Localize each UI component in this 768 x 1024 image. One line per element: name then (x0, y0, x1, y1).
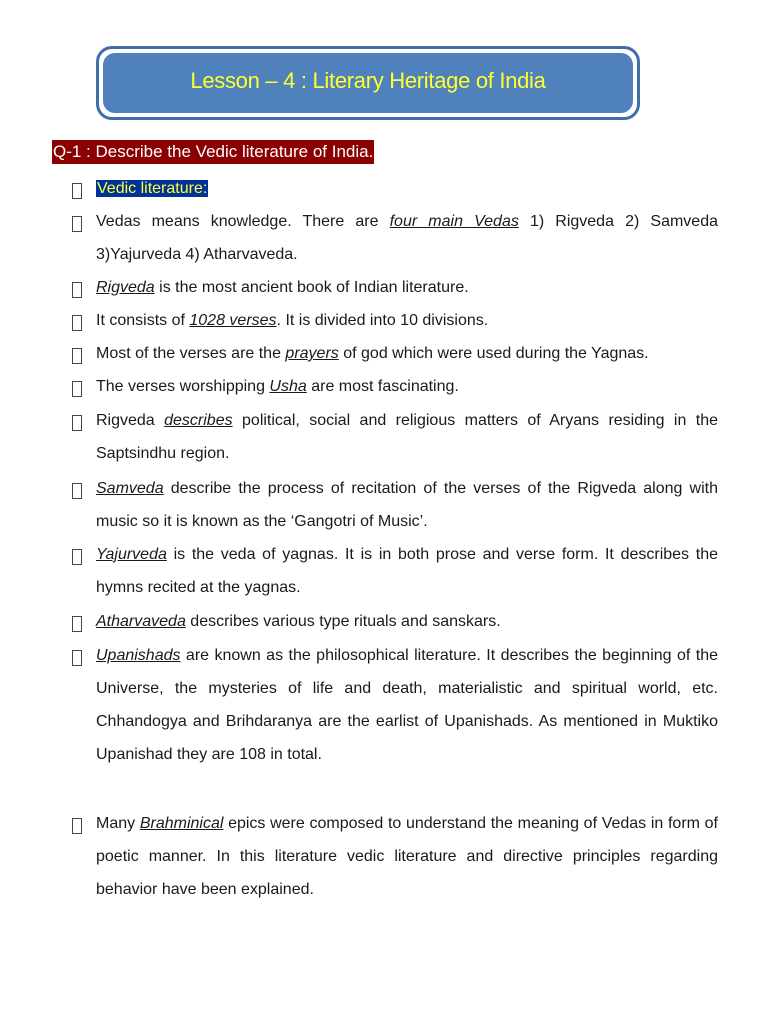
emphasis-text: Yajurveda (96, 546, 167, 563)
lesson-title-banner (103, 53, 633, 113)
bullet-marker-icon (72, 483, 82, 499)
emphasis-text: four main Vedas (389, 213, 519, 230)
list-item-text (96, 807, 718, 906)
list-item-text (96, 639, 718, 771)
body-text: 1) Rigveda 2) Samveda 3)Yajurveda 4) Atharvaveda. (96, 213, 719, 263)
emphasis-text: describes (164, 412, 233, 429)
bullet-marker-icon (72, 348, 82, 364)
emphasis-text: Rigveda (96, 279, 155, 296)
bullet-marker-icon (72, 818, 82, 834)
question-heading: Q-1 : Describe the Vedic literature of India. (52, 140, 374, 164)
list-item-text (96, 205, 718, 271)
body-text: Most of the verses are the (96, 345, 286, 362)
emphasis-text: Samveda (96, 480, 164, 497)
list-item-text (96, 370, 718, 403)
emphasis-text: 1028 verses (189, 312, 277, 329)
list-item-text (96, 538, 718, 604)
emphasis-text: Usha (269, 378, 307, 395)
body-text: epics were composed to understand the meaning of Vedas in form of poetic manner. In this literature vedic literature and directive principles regarding behavior have been explained. (96, 815, 719, 898)
section-heading: Vedic literature: (97, 180, 208, 197)
body-text: It consists of (96, 312, 190, 329)
list-item-text (96, 271, 718, 304)
emphasis-text: Brahminical (139, 815, 224, 832)
body-text: is the most ancient book of Indian literature. (154, 279, 469, 296)
bullet-marker-icon (72, 315, 82, 331)
bullet-marker-icon (72, 381, 82, 397)
list-item-text (96, 605, 718, 638)
body-text: Rigveda (96, 412, 165, 429)
body-text: are most fascinating. (306, 378, 459, 395)
body-text: are known as the philosophical literature. It describes the beginning of the Universe, the mysteries of life and death, materialistic and spiritual world, etc. Chhandogya and Brihdaranya are the earlist of Upanishads. As mentioned in Muktiko Upanishad they are 108 in total. (96, 647, 718, 763)
lesson-title: Lesson – 4 : Literary Heritage of India (190, 68, 546, 93)
body-text: The verses worshipping (96, 378, 270, 395)
emphasis-text: prayers (285, 345, 339, 362)
emphasis-text: Atharvaveda (96, 613, 186, 630)
bullet-marker-icon (72, 616, 82, 632)
list-item-text (96, 304, 718, 337)
list-item-text (96, 337, 718, 370)
list-item-text (96, 404, 718, 470)
bullet-marker-icon (72, 650, 82, 666)
bullet-marker-icon (72, 183, 82, 199)
bullet-marker-icon (72, 282, 82, 298)
body-text: Many (96, 815, 140, 832)
lesson-title-box (96, 46, 640, 120)
body-text: of god which were used during the Yagnas. (338, 345, 649, 362)
bullet-marker-icon (72, 549, 82, 565)
list-item-text (96, 472, 718, 538)
body-text: Vedas means knowledge. There are (96, 213, 390, 230)
body-text: describes various type rituals and sanskars. (185, 613, 501, 630)
body-text: political, social and religious matters of Aryans residing in the Saptsindhu region. (96, 412, 718, 462)
body-text: . It is divided into 10 divisions. (276, 312, 489, 329)
bullet-marker-icon (72, 216, 82, 232)
body-text: is the veda of yagnas. It is in both prose and verse form. It describes the hymns recited at the yagnas. (96, 546, 718, 596)
bullet-marker-icon (72, 415, 82, 431)
body-text: describe the process of recitation of the verses of the Rigveda along with music so it is known as the ‘Gangotri of Music’. (96, 480, 718, 530)
emphasis-text: Upanishads (96, 647, 181, 664)
